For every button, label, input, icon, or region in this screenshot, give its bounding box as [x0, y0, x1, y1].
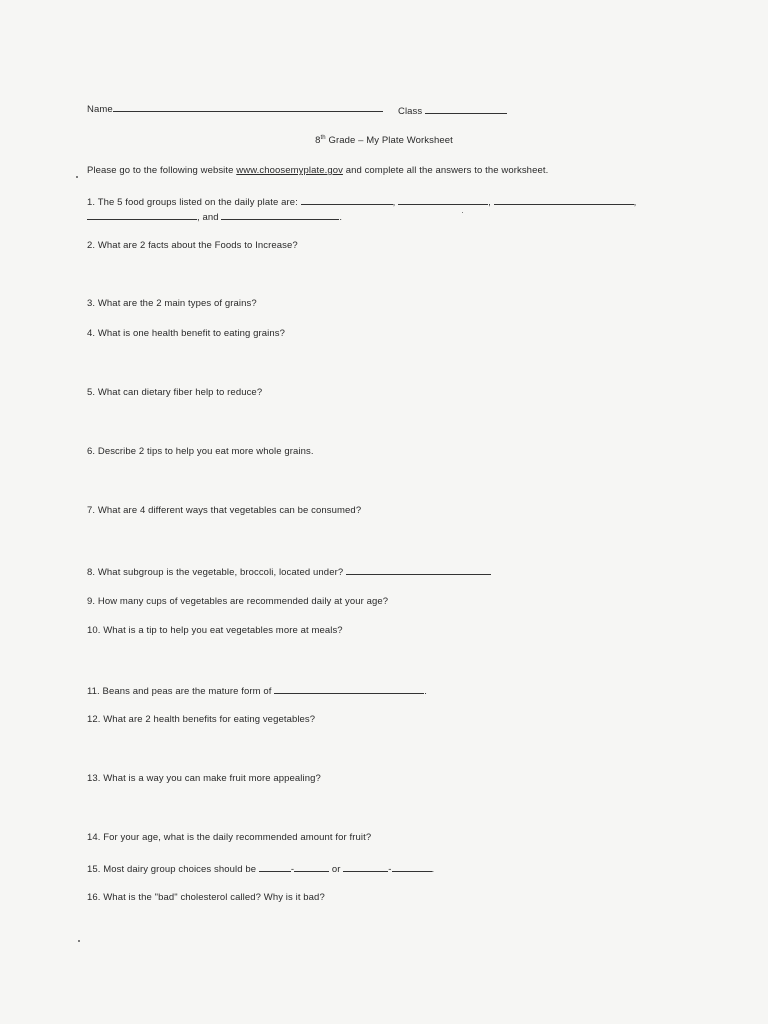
question-10: 10. What is a tip to help you eat vegetables more at meals? — [87, 625, 343, 636]
question-11: 11. Beans and peas are the mature form of . — [87, 686, 428, 697]
title-grade: 8 — [315, 135, 321, 147]
question-1-text: 1. The 5 food groups listed on the daily plate are: — [87, 197, 298, 208]
class-field — [398, 104, 507, 117]
answer-blank[interactable] — [343, 862, 388, 872]
question-9: 9. How many cups of vegetables are recommended daily at your age? — [87, 596, 389, 607]
answer-blank[interactable] — [87, 210, 197, 220]
question-15: 15. Most dairy group choices should be - or - . — [87, 864, 435, 875]
title-grade-suffix: th — [320, 135, 326, 141]
answer-blank[interactable] — [294, 862, 329, 872]
instructions-text: Please go to the following website — [87, 165, 234, 176]
page-title — [0, 135, 768, 146]
question-5: 5. What can dietary fiber help to reduce? — [87, 387, 263, 398]
question-8 — [87, 565, 491, 578]
name-field — [87, 102, 383, 115]
question-1: 1. The 5 food groups listed on the daily plate are: , , , — [87, 197, 637, 208]
scan-speck — [78, 940, 80, 942]
question-15-text: 15. Most dairy group choices should be — [87, 864, 257, 875]
question-7: 7. What are 4 different ways that vegetables can be consumed? — [87, 505, 362, 516]
answer-blank[interactable] — [494, 195, 634, 205]
question-11-text: 11. Beans and peas are the mature form of — [87, 686, 272, 697]
website-link[interactable]: www.choosemyplate.gov — [236, 165, 343, 176]
answer-blank[interactable] — [346, 565, 491, 575]
question-1-and: , and — [197, 212, 219, 223]
answer-blank[interactable] — [221, 210, 339, 220]
question-13: 13. What is a way you can make fruit more appealing? — [87, 773, 321, 784]
question-3: 3. What are the 2 main types of grains? — [87, 298, 257, 309]
name-label: Name — [87, 104, 113, 115]
question-4: 4. What is one health benefit to eating grains? — [87, 328, 285, 339]
question-8-text: 8. What subgroup is the vegetable, broccoli, located under? — [87, 567, 344, 578]
answer-blank[interactable] — [392, 862, 432, 872]
instructions — [87, 165, 548, 176]
question-6: 6. Describe 2 tips to help you eat more whole grains. — [87, 446, 314, 457]
name-blank[interactable] — [113, 102, 383, 112]
instructions-text-end: and complete all the answers to the worksheet. — [345, 165, 549, 176]
scan-speck — [462, 212, 463, 213]
answer-blank[interactable] — [274, 684, 424, 694]
class-blank[interactable] — [425, 104, 507, 114]
answer-blank[interactable] — [259, 862, 291, 872]
scan-speck — [76, 176, 78, 178]
question-1-cont: , and . — [87, 210, 342, 223]
question-16: 16. What is the "bad" cholesterol called? Why is it bad? — [87, 892, 325, 903]
class-label: Class — [398, 106, 423, 117]
title-text: Grade – My Plate Worksheet — [328, 135, 453, 147]
question-2: 2. What are 2 facts about the Foods to Increase? — [87, 240, 298, 251]
answer-blank[interactable] — [301, 195, 393, 205]
answer-blank[interactable] — [398, 195, 488, 205]
question-14: 14. For your age, what is the daily recommended amount for fruit? — [87, 832, 372, 843]
question-12: 12. What are 2 health benefits for eating vegetables? — [87, 714, 316, 725]
question-15-or: or — [331, 864, 341, 875]
